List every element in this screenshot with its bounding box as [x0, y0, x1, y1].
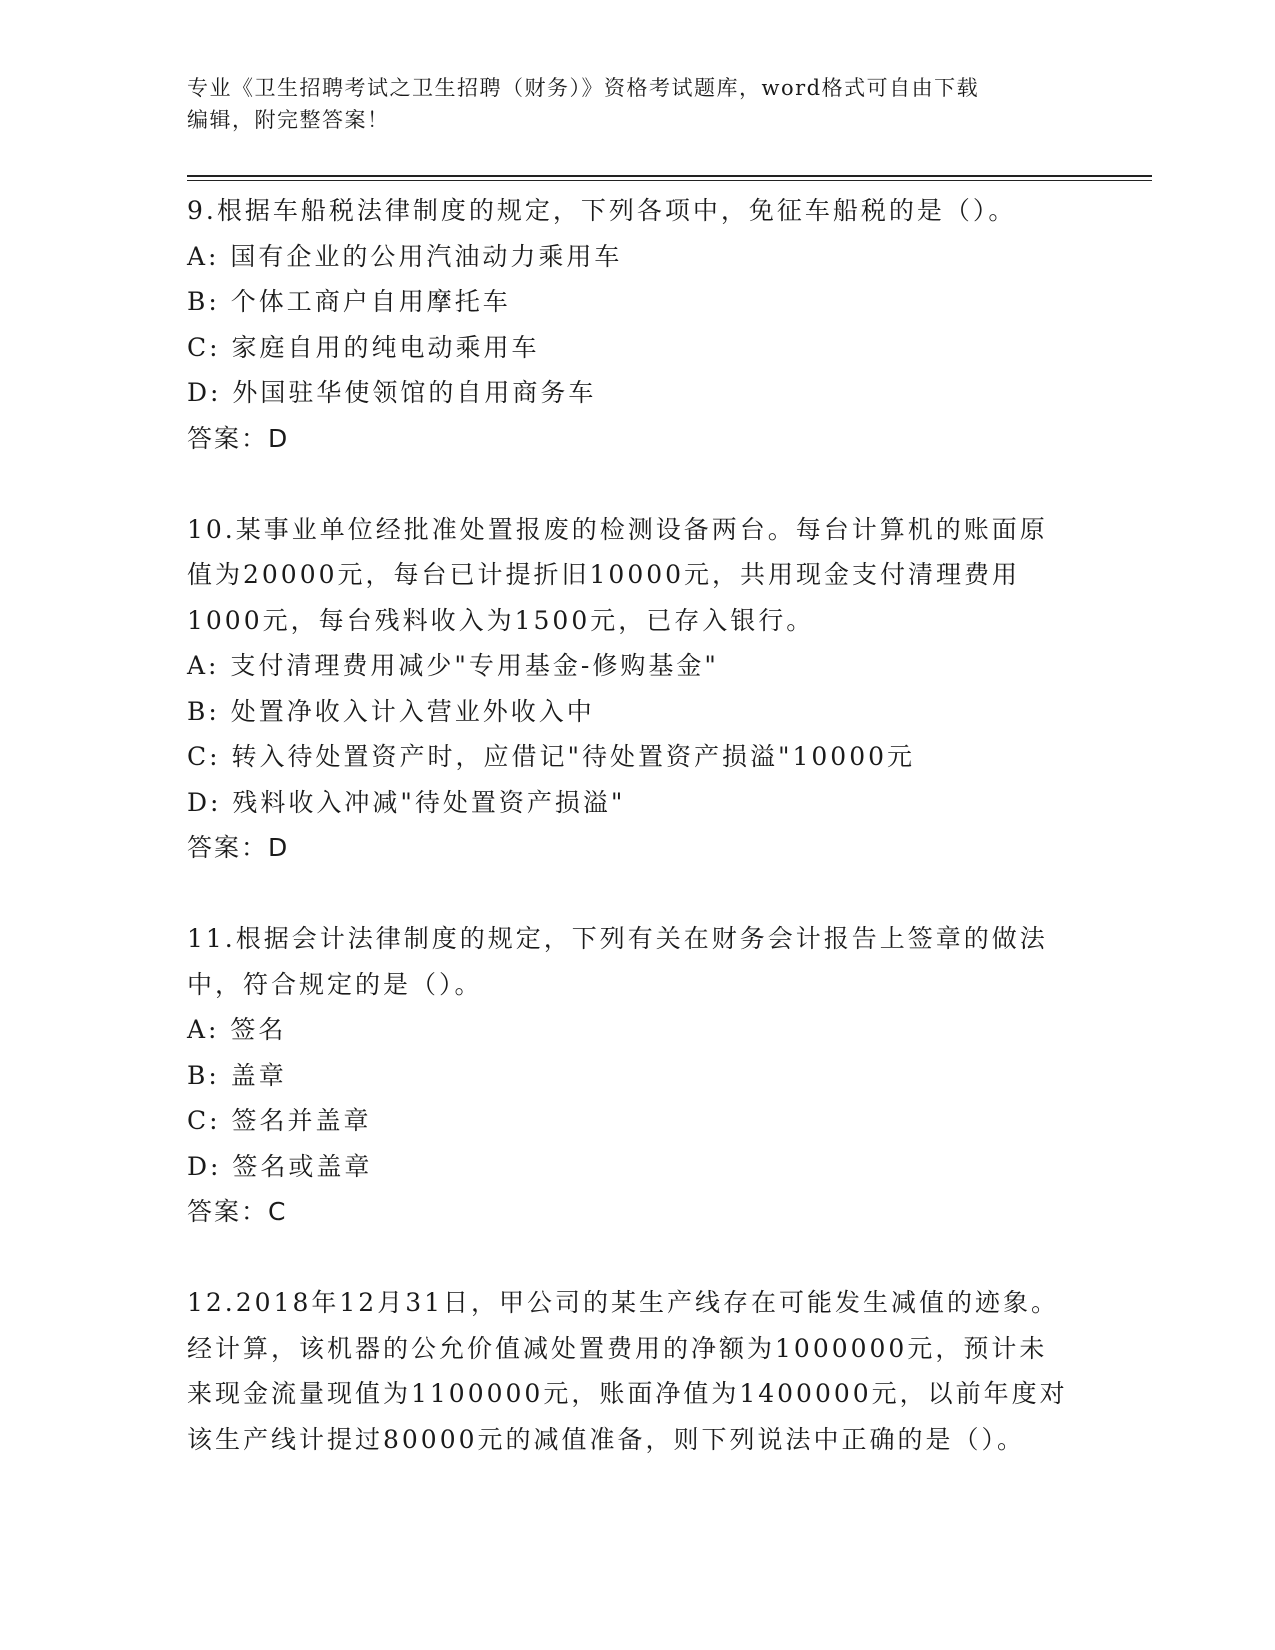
- question-stem: 经计算，该机器的公允价值减处置费用的净额为1000000元，预计未: [187, 1333, 1048, 1363]
- header-line-2: 编辑，附完整答案！: [187, 108, 390, 132]
- document-header: [187, 72, 1067, 136]
- spacer: [187, 461, 1087, 507]
- option-b: B: 处置净收入计入营业外收入中: [187, 696, 595, 726]
- question-stem: 11.根据会计法律制度的规定，下列有关在财务会计报告上签章的做法: [187, 924, 1048, 953]
- question-11: [187, 916, 1087, 1235]
- option-c: C: 转入待处置资产时，应借记"待处置资产损溢"10000元: [187, 742, 916, 771]
- answer-label: 答案：C: [187, 1197, 288, 1226]
- header-divider: [187, 175, 1152, 181]
- option-a: A: 支付清理费用减少"专用基金-修购基金": [187, 651, 719, 680]
- option-b: B: 盖章: [187, 1060, 287, 1090]
- spacer: [187, 871, 1087, 917]
- option-a: A: 国有企业的公用汽油动力乘用车: [187, 241, 623, 271]
- option-c: C: 家庭自用的纯电动乘用车: [187, 332, 540, 362]
- answer-label: 答案：D: [187, 833, 290, 862]
- question-stem: 值为20000元，每台已计提折旧10000元，共用现金支付清理费用: [187, 560, 1021, 589]
- question-stem: 来现金流量现值为1100000元，账面净值为1400000元，以前年度对: [187, 1379, 1068, 1408]
- question-stem: 9.根据车船税法律制度的规定，下列各项中，免征车船税的是（）。: [187, 196, 1017, 225]
- question-stem: 该生产线计提过80000元的减值准备，则下列说法中正确的是（）。: [187, 1424, 1026, 1454]
- option-c: C: 签名并盖章: [187, 1106, 372, 1135]
- question-stem: 10.某事业单位经批准处置报废的检测设备两台。每台计算机的账面原: [187, 514, 1048, 544]
- question-stem: 1000元，每台残料收入为1500元，已存入银行。: [187, 605, 815, 635]
- question-stem: 中，符合规定的是（）。: [187, 969, 483, 999]
- question-9: [187, 188, 1087, 461]
- option-d: D: 签名或盖章: [187, 1151, 373, 1181]
- question-list: [187, 188, 1087, 1462]
- question-12: [187, 1280, 1087, 1462]
- option-b: B: 个体工商户自用摩托车: [187, 287, 511, 316]
- answer-label: 答案：D: [187, 423, 290, 453]
- header-line-1: 专业《卫生招聘考试之卫生招聘（财务）》资格考试题库，word格式可自由下载: [187, 76, 980, 100]
- question-10: [187, 507, 1087, 871]
- spacer: [187, 1235, 1087, 1281]
- question-stem: 12.2018年12月31日，甲公司的某生产线存在可能发生减值的迹象。: [187, 1288, 1060, 1317]
- option-d: D: 外国驻华使领馆的自用商务车: [187, 378, 597, 407]
- option-a: A: 签名: [187, 1015, 287, 1044]
- option-d: D: 残料收入冲减"待处置资产损溢": [187, 787, 626, 817]
